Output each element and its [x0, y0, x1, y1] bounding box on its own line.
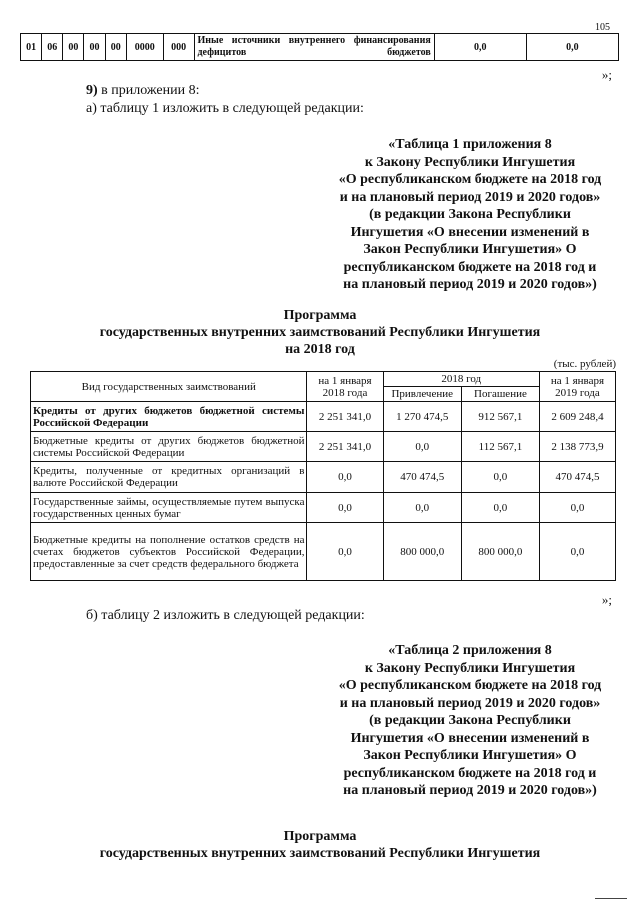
cell: 2 251 341,0: [307, 432, 383, 462]
item-9: [86, 82, 199, 99]
title-line: государственных внутренних заимствований Республики Ингушетия: [99, 846, 541, 861]
row-label: Кредиты от других бюджетов бюджетной системы Российской Федерации: [31, 402, 307, 432]
title-line: Программа: [283, 308, 357, 323]
cell: 800 000,0: [461, 523, 539, 581]
title-line: на 2018 год: [285, 342, 355, 357]
ref-line: к Закону Республики Ингушетия: [364, 154, 576, 170]
units-label: (тыс. рублей): [553, 358, 616, 370]
code-cell: 0000: [126, 34, 163, 61]
table-row: [31, 493, 616, 523]
cell: 112 567,1: [461, 432, 539, 462]
value-cell: 0,0: [434, 34, 526, 61]
cell: 0,0: [539, 523, 615, 581]
table-row: [31, 402, 616, 432]
program2-title: [0, 828, 640, 862]
budget-code-table: [20, 33, 619, 61]
description-cell: Иные источники внутреннего финансирования дефицитов бюджетов: [194, 34, 434, 61]
ref-line: на плановый период 2019 и 2020 годов»): [343, 783, 597, 798]
sub-item-b: б) таблицу 2 изложить в следующей редакции:: [86, 608, 365, 623]
ref-line: Ингушетия «О внесении изменений в: [350, 730, 590, 746]
cell: 2 251 341,0: [307, 402, 383, 432]
closing-quote-2: »;: [601, 592, 612, 607]
code-cell: 00: [63, 34, 84, 61]
ref-line: (в редакции Закона Республики: [369, 207, 571, 222]
closing-quote: »;: [601, 67, 612, 82]
cell: 912 567,1: [461, 402, 539, 432]
code-cell: 01: [21, 34, 42, 61]
ref-line: на плановый период 2019 и 2020 годов»): [343, 277, 597, 292]
ref-line: и на плановый период 2019 и 2020 годов»: [339, 695, 601, 711]
footer-divider: [595, 898, 627, 899]
code-cell: 00: [105, 34, 126, 61]
table-row: [31, 432, 616, 462]
row-label: Государственные займы, осуществляемые путем выпуска государственных ценных бумаг: [31, 493, 307, 523]
ref-line: Закон Республики Ингушетия» О: [363, 242, 577, 257]
sub-item-a: а) таблицу 1 изложить в следующей редакции:: [86, 101, 364, 116]
code-cell: 06: [42, 34, 63, 61]
ref-line: Закон Республики Ингушетия» О: [363, 748, 577, 763]
header-attract: Привлечение: [383, 387, 461, 402]
table-header-row: [31, 372, 616, 387]
ref-line: республиканском бюджете на 2018 год и: [343, 765, 597, 781]
ref-line: «О республиканском бюджете на 2018 год: [338, 678, 602, 693]
code-cell: 000: [163, 34, 194, 61]
cell: 2 138 773,9: [539, 432, 615, 462]
cell: 470 474,5: [539, 462, 615, 493]
cell: 0,0: [307, 523, 383, 581]
item-number: 9): [86, 83, 98, 98]
table-row: [21, 34, 619, 61]
table-row: [31, 523, 616, 581]
ref-line: республиканском бюджете на 2018 год и: [343, 259, 597, 275]
title-line: государственных внутренних заимствований Республики Ингушетия: [99, 325, 541, 340]
ref-line: к Закону Республики Ингушетия: [364, 660, 576, 676]
row-label: Кредиты, полученные от кредитных организаций в валюте Российской Федерации: [31, 462, 307, 493]
header-repay: Погашение: [461, 387, 539, 402]
code-cell: 00: [84, 34, 105, 61]
ref-line: «О республиканском бюджете на 2018 год: [338, 172, 602, 187]
page-number: 105: [595, 22, 610, 33]
table-row: [31, 462, 616, 493]
cell: 0,0: [461, 493, 539, 523]
program1-title: [0, 307, 640, 358]
cell: 0,0: [383, 432, 461, 462]
cell: 0,0: [461, 462, 539, 493]
cell: 0,0: [383, 493, 461, 523]
cell: 0,0: [539, 493, 615, 523]
cell: 470 474,5: [383, 462, 461, 493]
cell: 1 270 474,5: [383, 402, 461, 432]
cell: 0,0: [307, 462, 383, 493]
borrowing-program-table: [30, 371, 616, 581]
row-label: Бюджетные кредиты от других бюджетов бюджетной системы Российской Федерации: [31, 432, 307, 462]
ref-line: «Таблица 1 приложения 8: [388, 137, 552, 152]
table1-reference: [310, 136, 630, 294]
ref-line: (в редакции Закона Республики: [369, 713, 571, 728]
ref-line: Ингушетия «О внесении изменений в: [350, 224, 590, 240]
header-2018: 2018 год: [383, 372, 539, 387]
ref-line: и на плановый период 2019 и 2020 годов»: [339, 189, 601, 205]
row-label: Бюджетные кредиты на пополнение остатков средств на счетах бюджетов субъектов Российской Федерации, предоставленные за счет средств федерального бюджета: [31, 523, 307, 581]
ref-line: «Таблица 2 приложения 8: [388, 643, 552, 658]
value-cell: 0,0: [526, 34, 618, 61]
table2-reference: [310, 642, 630, 800]
header-jan2018: на 1 января 2018 года: [307, 372, 383, 402]
cell: 800 000,0: [383, 523, 461, 581]
cell: 2 609 248,4: [539, 402, 615, 432]
header-jan2019: на 1 января 2019 года: [539, 372, 615, 402]
header-type: Вид государственных заимствований: [31, 372, 307, 402]
title-line: Программа: [283, 829, 357, 844]
cell: 0,0: [307, 493, 383, 523]
item-text: в приложении 8:: [97, 83, 200, 98]
